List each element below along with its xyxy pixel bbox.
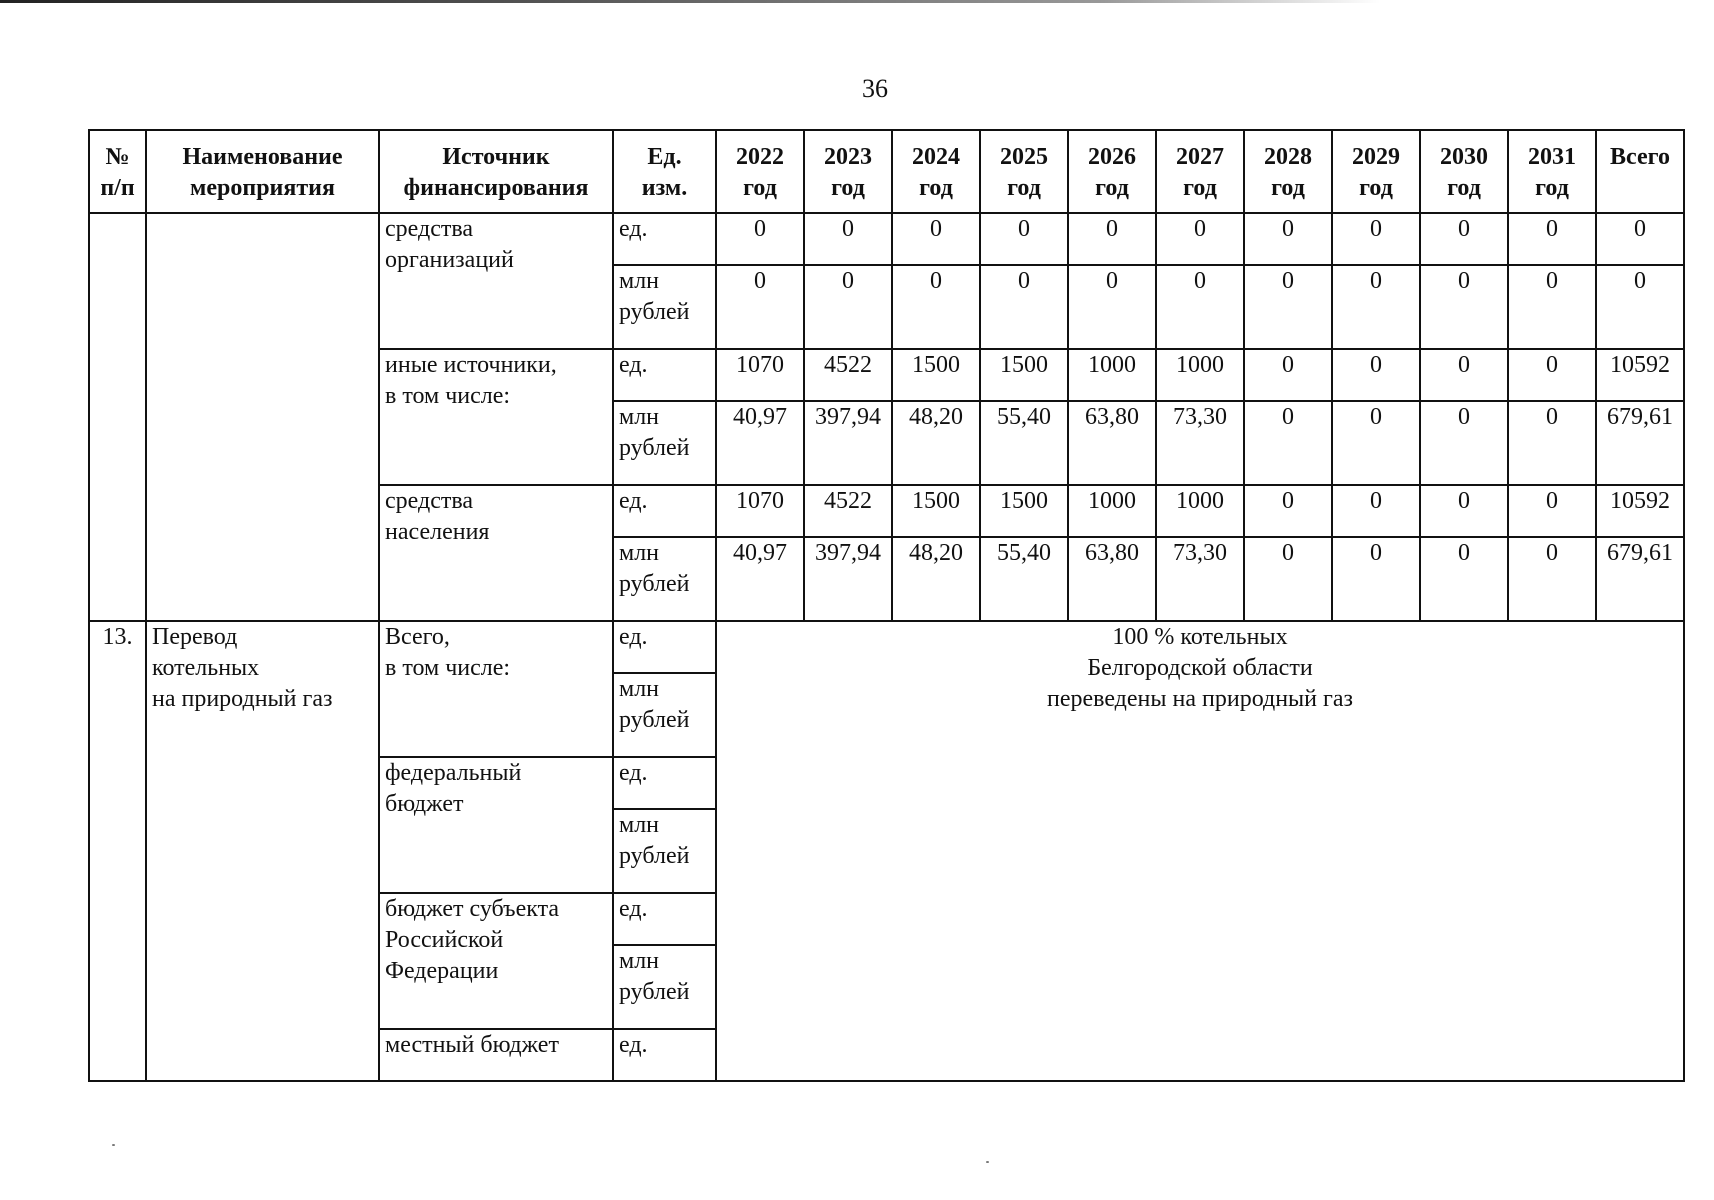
text-line: ед. (619, 488, 648, 514)
header-cell-2029: 2029 год (1332, 130, 1420, 213)
cell-value: 0 (980, 265, 1068, 349)
header-cell-2028: 2028 год (1244, 130, 1332, 213)
cell-unit (613, 349, 716, 401)
cell-unit (613, 621, 716, 673)
scan-top-edge (0, 0, 1380, 3)
cell-value: 63,80 (1068, 401, 1156, 485)
cell-value: 4522 (804, 485, 892, 537)
text-line: бюджет (385, 791, 464, 817)
cell-value: 0 (1508, 401, 1596, 485)
header-cell-2025: 2025 год (980, 130, 1068, 213)
cell-value: 0 (1156, 265, 1244, 349)
cell-value: 0 (1068, 213, 1156, 265)
header-cell-2026: 2026 год (1068, 130, 1156, 213)
header-cell-total: Всего (1596, 130, 1684, 213)
cell-source (379, 213, 613, 349)
cell-unit (613, 893, 716, 945)
text-line: млн (619, 676, 660, 702)
cell-value: 0 (892, 213, 980, 265)
cell-value: 0 (1332, 537, 1420, 621)
scan-speck (986, 1161, 989, 1163)
result-note (716, 621, 1684, 1081)
cell-value: 1000 (1068, 349, 1156, 401)
cell-name-empty (146, 213, 379, 621)
table-row (89, 621, 1684, 673)
cell-value: 0 (1420, 537, 1508, 621)
cell-value: 0 (804, 265, 892, 349)
header-cell-2023: 2023 год (804, 130, 892, 213)
cell-value: 0 (1508, 537, 1596, 621)
text-line: средства (385, 216, 474, 242)
cell-value: 0 (1596, 265, 1684, 349)
cell-unit (613, 265, 716, 349)
cell-value: 0 (1596, 213, 1684, 265)
header-cell-2031: 2031 год (1508, 130, 1596, 213)
text-line: Федерации (385, 958, 499, 984)
text-line: средства (385, 488, 474, 514)
cell-unit (613, 401, 716, 485)
cell-value: 1000 (1068, 485, 1156, 537)
cell-value: 0 (1244, 485, 1332, 537)
cell-value: 48,20 (892, 537, 980, 621)
text-line: иные источники, (385, 352, 557, 378)
text-line: ед. (619, 216, 648, 242)
cell-value: 1500 (980, 349, 1068, 401)
text-line: 100 % котельных (1112, 624, 1288, 650)
cell-source (379, 485, 613, 621)
cell-value: 0 (1244, 265, 1332, 349)
cell-unit (613, 809, 716, 893)
cell-value: 0 (1420, 485, 1508, 537)
cell-value: 0 (1244, 537, 1332, 621)
cell-value: 0 (1156, 213, 1244, 265)
text-line: в том числе: (385, 383, 511, 409)
header-row (89, 130, 1684, 213)
text-line: ед. (619, 624, 648, 650)
cell-value: 0 (1244, 213, 1332, 265)
cell-value: 679,61 (1596, 537, 1684, 621)
text-line: ед. (619, 1032, 648, 1058)
text-line: рублей (619, 843, 690, 869)
text-line: Всего, (385, 624, 450, 650)
cell-value: 73,30 (1156, 537, 1244, 621)
text-line: переведены на природный газ (1047, 686, 1353, 712)
text-line: млн (619, 404, 660, 430)
cell-source (379, 1029, 613, 1081)
cell-value: 1000 (1156, 349, 1244, 401)
cell-value: 0 (804, 213, 892, 265)
cell-value: 10592 (1596, 485, 1684, 537)
cell-number-empty (89, 213, 146, 621)
header-cell-2027: 2027 год (1156, 130, 1244, 213)
text-line: Белгородской области (1087, 655, 1313, 681)
cell-value: 679,61 (1596, 401, 1684, 485)
cell-value: 0 (1068, 265, 1156, 349)
cell-value: 1500 (892, 349, 980, 401)
cell-value: 1500 (892, 485, 980, 537)
text-line: рублей (619, 707, 690, 733)
cell-value: 0 (1332, 265, 1420, 349)
cell-value: 1070 (716, 485, 804, 537)
cell-value: 55,40 (980, 537, 1068, 621)
cell-value: 48,20 (892, 401, 980, 485)
text-line: Перевод (152, 624, 238, 650)
cell-value: 0 (1332, 485, 1420, 537)
table-row (89, 213, 1684, 265)
cell-source (379, 893, 613, 1029)
financing-table (88, 129, 1685, 1082)
cell-value: 0 (892, 265, 980, 349)
text-line: ед. (619, 352, 648, 378)
cell-value: 0 (1508, 213, 1596, 265)
header-cell-unit: Ед. изм. (613, 130, 716, 213)
cell-unit (613, 673, 716, 757)
cell-value: 0 (716, 265, 804, 349)
cell-value: 40,97 (716, 401, 804, 485)
text-line: ед. (619, 760, 648, 786)
header-cell-number: № п/п (89, 130, 146, 213)
cell-value: 73,30 (1156, 401, 1244, 485)
text-line: бюджет субъекта (385, 896, 560, 922)
cell-unit (613, 1029, 716, 1081)
cell-value: 1000 (1156, 485, 1244, 537)
cell-source (379, 349, 613, 485)
text-line: млн (619, 948, 660, 974)
cell-unit (613, 945, 716, 1029)
text-line: местный бюджет (385, 1032, 559, 1058)
cell-value: 0 (1508, 349, 1596, 401)
header-cell-2022: 2022 год (716, 130, 804, 213)
text-line: на природный газ (152, 686, 333, 712)
cell-value: 397,94 (804, 401, 892, 485)
text-line: населения (385, 519, 490, 545)
cell-value: 0 (980, 213, 1068, 265)
cell-value: 63,80 (1068, 537, 1156, 621)
text-line: федеральный (385, 760, 522, 786)
item-name (146, 621, 379, 1081)
scan-speck (112, 1144, 115, 1146)
cell-value: 0 (1508, 485, 1596, 537)
cell-value: 0 (716, 213, 804, 265)
text-line: рублей (619, 571, 690, 597)
text-line: в том числе: (385, 655, 511, 681)
cell-value: 4522 (804, 349, 892, 401)
cell-value: 0 (1332, 401, 1420, 485)
cell-value: 0 (1332, 349, 1420, 401)
cell-value: 1500 (980, 485, 1068, 537)
cell-value: 10592 (1596, 349, 1684, 401)
cell-value: 1070 (716, 349, 804, 401)
cell-value: 40,97 (716, 537, 804, 621)
text-line: рублей (619, 979, 690, 1005)
cell-unit (613, 537, 716, 621)
cell-source (379, 621, 613, 757)
cell-unit (613, 485, 716, 537)
cell-value: 55,40 (980, 401, 1068, 485)
cell-value: 0 (1420, 213, 1508, 265)
text-line: рублей (619, 299, 690, 325)
header-cell-name: Наименование мероприятия (146, 130, 379, 213)
cell-value: 0 (1508, 265, 1596, 349)
header-cell-2024: 2024 год (892, 130, 980, 213)
text-line: рублей (619, 435, 690, 461)
header-cell-source: Источник финансирования (379, 130, 613, 213)
cell-source (379, 757, 613, 893)
text-line: организаций (385, 247, 514, 273)
text-line: котельных (152, 655, 260, 681)
cell-value: 0 (1244, 401, 1332, 485)
cell-value: 0 (1420, 265, 1508, 349)
cell-value: 0 (1420, 401, 1508, 485)
header-cell-2030: 2030 год (1420, 130, 1508, 213)
cell-value: 0 (1244, 349, 1332, 401)
cell-value: 0 (1420, 349, 1508, 401)
cell-unit (613, 757, 716, 809)
item-number: 13. (89, 621, 146, 1081)
text-line: млн (619, 268, 660, 294)
cell-value: 397,94 (804, 537, 892, 621)
page-number: 36 (862, 74, 888, 103)
text-line: ед. (619, 896, 648, 922)
text-line: млн (619, 812, 660, 838)
cell-value: 0 (1332, 213, 1420, 265)
cell-unit (613, 213, 716, 265)
text-line: Российской (385, 927, 504, 953)
text-line: млн (619, 540, 660, 566)
